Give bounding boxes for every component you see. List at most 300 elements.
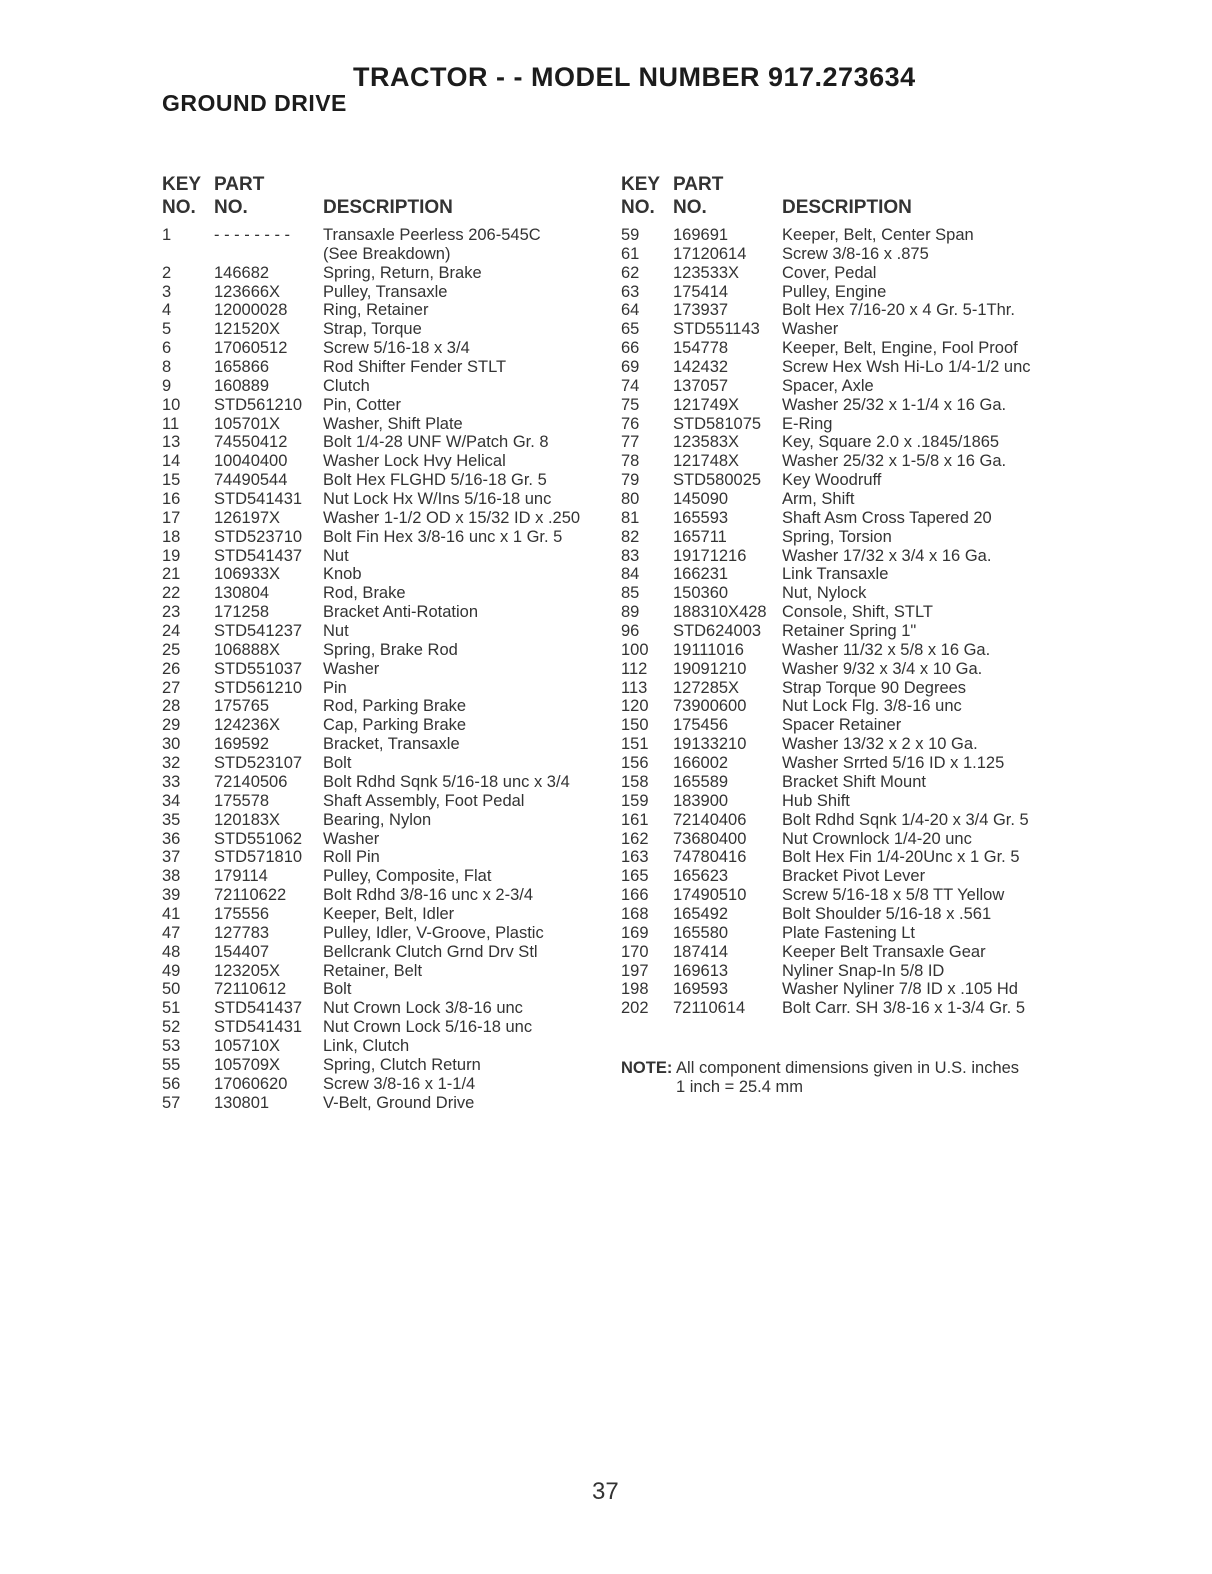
part-number: 160889: [214, 376, 270, 395]
key-number: 52: [162, 1018, 181, 1037]
part-description: Spring, Clutch Return: [323, 1055, 481, 1074]
key-number: 33: [162, 772, 181, 791]
key-number: 202: [621, 999, 649, 1018]
part-number: 127285X: [673, 678, 740, 697]
table-row: [162, 264, 602, 283]
part-number: 106933X: [214, 565, 281, 584]
key-number: 13: [162, 433, 181, 452]
table-row: [162, 603, 602, 622]
key-number: 17: [162, 508, 181, 527]
key-number: 30: [162, 735, 181, 754]
part-description: Spacer, Axle: [782, 376, 874, 395]
table-row: [621, 301, 1061, 320]
key-number: 36: [162, 829, 181, 848]
table-row: [621, 811, 1061, 830]
part-description: Spring, Brake Rod: [323, 640, 458, 659]
description-header: DESCRIPTION: [782, 197, 912, 218]
key-number: 2: [162, 263, 172, 282]
part-description: Link, Clutch: [323, 1036, 410, 1055]
part-description: Washer: [782, 320, 839, 339]
table-row: [162, 377, 602, 396]
part-number: 74780416: [673, 848, 747, 867]
part-description: Nut: [323, 546, 349, 565]
part-number: 19171216: [673, 546, 747, 565]
table-row: [162, 660, 602, 679]
table-row: [162, 471, 602, 490]
key-number: 6: [162, 339, 172, 358]
part-description: Nut, Nylock: [782, 584, 867, 603]
key-number: 51: [162, 999, 181, 1018]
key-number: 62: [621, 263, 640, 282]
table-row: [162, 1075, 602, 1094]
key-number: 61: [621, 244, 640, 263]
part-number: STD551143: [673, 320, 760, 339]
part-description: Bolt: [323, 754, 352, 773]
part-number: 72110612: [214, 980, 287, 999]
table-row: [162, 565, 602, 584]
table-row: [621, 358, 1061, 377]
part-description: Nut Lock Hx W/Ins 5/16-18 unc: [323, 490, 552, 509]
table-row: [162, 584, 602, 603]
table-row: [162, 943, 602, 962]
table-row: [621, 415, 1061, 434]
part-description: Washer 11/32 x 5/8 x 16 Ga.: [782, 640, 991, 659]
page-number: 37: [592, 1478, 619, 1505]
key-number: 83: [621, 546, 640, 565]
part-description: Bolt Rdhd 3/8-16 unc x 2-3/4: [323, 886, 534, 905]
part-number: 72140406: [673, 810, 747, 829]
part-number: STD541431: [214, 1018, 303, 1037]
key-number: 77: [621, 433, 640, 452]
part-number: 165589: [673, 772, 729, 791]
part-number: STD541431: [214, 490, 303, 509]
part-description: Retainer, Belt: [323, 961, 423, 980]
key-number: 198: [621, 980, 649, 999]
part-description: Washer: [323, 659, 380, 678]
key-number: 39: [162, 886, 181, 905]
table-row: [621, 830, 1061, 849]
table-row: [621, 452, 1061, 471]
part-number: 123666X: [214, 282, 281, 301]
part-number: STD541237: [214, 622, 303, 641]
key-number: 9: [162, 376, 172, 395]
part-description: Keeper Belt Transaxle Gear: [782, 942, 986, 961]
part-number: 17120614: [673, 244, 747, 263]
part-number: 165711: [673, 527, 727, 546]
key-number: 150: [621, 716, 649, 735]
key-number: 22: [162, 584, 181, 603]
part-number: 123205X: [214, 961, 281, 980]
table-row: [621, 716, 1061, 735]
table-row: [621, 980, 1061, 999]
part-description: (See Breakdown): [323, 244, 451, 263]
table-row: [621, 528, 1061, 547]
part-description: Spacer Retainer: [782, 716, 902, 735]
key-header-line2: NO.: [621, 197, 655, 218]
part-number: STD571810: [214, 848, 303, 867]
key-number: 23: [162, 603, 181, 622]
part-number: 73900600: [673, 697, 747, 716]
part-number: STD561210: [214, 678, 303, 697]
table-row: [621, 773, 1061, 792]
key-number: 26: [162, 659, 181, 678]
part-description: Pulley, Idler, V-Groove, Plastic: [323, 923, 544, 942]
key-number: 81: [621, 508, 640, 527]
table-row: [162, 886, 602, 905]
table-row: [162, 1037, 602, 1056]
part-number: STD541437: [214, 546, 303, 565]
part-description: Key Woodruff: [782, 471, 882, 490]
part-number: STD551037: [214, 659, 303, 678]
key-number: 84: [621, 565, 640, 584]
key-header-line1: KEY: [162, 174, 202, 195]
table-row: [162, 905, 602, 924]
part-number: 72110622: [214, 886, 287, 905]
description-header: DESCRIPTION: [323, 197, 453, 218]
table-row: [621, 792, 1061, 811]
part-number: 169592: [214, 735, 270, 754]
table-row: [162, 716, 602, 735]
part-description: Key, Square 2.0 x .1845/1865: [782, 433, 1000, 452]
part-number: 130804: [214, 584, 270, 603]
table-row: [162, 415, 602, 434]
table-row: [162, 924, 602, 943]
key-number: 57: [162, 1093, 181, 1112]
part-number: 74550412: [214, 433, 288, 452]
part-number: 183900: [673, 791, 729, 810]
part-number: 17060512: [214, 339, 288, 358]
part-description: Pulley, Engine: [782, 282, 887, 301]
part-number: 169691: [673, 226, 729, 244]
part-description: Bolt Hex 7/16-20 x 4 Gr. 5-1Thr.: [782, 301, 1015, 320]
part-number: 169593: [673, 980, 729, 999]
table-row: [162, 1094, 602, 1113]
table-row: [621, 245, 1061, 264]
table-row: [621, 697, 1061, 716]
key-number: 56: [162, 1074, 181, 1093]
key-number: 100: [621, 640, 649, 659]
part-number: 165623: [673, 867, 729, 886]
part-number: 19111016: [673, 640, 744, 659]
part-description: Nut Crown Lock 5/16-18 unc: [323, 1018, 533, 1037]
table-row: [621, 377, 1061, 396]
table-row: [162, 320, 602, 339]
key-number: 48: [162, 942, 181, 961]
key-number: 59: [621, 226, 640, 244]
part-number: 123533X: [673, 263, 740, 282]
table-row: [162, 1056, 602, 1075]
table-row: [162, 509, 602, 528]
part-description: Link Transaxle: [782, 565, 889, 584]
key-number: 10: [162, 395, 181, 414]
table-row: [162, 547, 602, 566]
part-description: Bracket, Transaxle: [323, 735, 460, 754]
key-number: 66: [621, 339, 640, 358]
key-number: 16: [162, 490, 181, 509]
key-number: 28: [162, 697, 181, 716]
part-number: 121520X: [214, 320, 281, 339]
part-description: E-Ring: [782, 414, 833, 433]
part-number: 105710X: [214, 1036, 281, 1055]
part-description: Pin: [323, 678, 347, 697]
part-number: STD581075: [673, 414, 762, 433]
part-description: Transaxle Peerless 206-545C: [323, 226, 541, 244]
table-row: [162, 980, 602, 999]
part-description: Bolt Hex FLGHD 5/16-18 Gr. 5: [323, 471, 547, 490]
part-description: Spring, Torsion: [782, 527, 892, 546]
part-number: 146682: [214, 263, 270, 282]
key-number: 64: [621, 301, 640, 320]
key-header-line1: KEY: [621, 174, 661, 195]
part-number: 124236X: [214, 716, 281, 735]
part-number: 171258: [214, 603, 270, 622]
key-number: 8: [162, 358, 172, 377]
part-number: 72140506: [214, 772, 288, 791]
part-number: 19091210: [673, 659, 747, 678]
part-number: 123583X: [673, 433, 740, 452]
part-description: Strap, Torque: [323, 320, 422, 339]
part-number: 73680400: [673, 829, 747, 848]
part-description: Retainer Spring 1": [782, 622, 917, 641]
key-number: 25: [162, 640, 181, 659]
key-number: 50: [162, 980, 181, 999]
key-number: 35: [162, 810, 181, 829]
key-number: 113: [621, 678, 648, 697]
table-row: [621, 320, 1061, 339]
part-description: Bolt Rdhd Sqnk 1/4-20 x 3/4 Gr. 5: [782, 810, 1029, 829]
part-number: 179114: [214, 867, 268, 886]
key-number: 74: [621, 376, 640, 395]
part-number: 173937: [673, 301, 729, 320]
part-number: 137057: [673, 376, 729, 395]
part-description: Rod, Parking Brake: [323, 697, 467, 716]
part-description: Knob: [323, 565, 362, 584]
key-number: 29: [162, 716, 181, 735]
key-number: 69: [621, 358, 640, 377]
table-row: [162, 396, 602, 415]
part-description: Strap Torque 90 Degrees: [782, 678, 967, 697]
table-row: [621, 584, 1061, 603]
part-number: STD580025: [673, 471, 762, 490]
key-number: 21: [162, 565, 181, 584]
key-number: 197: [621, 961, 649, 980]
key-number: 79: [621, 471, 640, 490]
table-row: [162, 528, 602, 547]
key-number: 41: [162, 904, 181, 923]
part-number: 106888X: [214, 640, 281, 659]
key-number: 65: [621, 320, 640, 339]
key-number: 75: [621, 395, 640, 414]
table-row: [621, 509, 1061, 528]
part-description: Hub Shift: [782, 791, 850, 810]
table-row: [162, 811, 602, 830]
part-description: Screw 5/16-18 x 5/8 TT Yellow: [782, 886, 1005, 905]
part-description: Plate Fastening Lt: [782, 923, 915, 942]
key-header-line2: NO.: [162, 197, 196, 218]
part-description: V-Belt, Ground Drive: [323, 1093, 475, 1112]
table-row: [162, 490, 602, 509]
key-number: 14: [162, 452, 181, 471]
part-description: Screw 5/16-18 x 3/4: [323, 339, 470, 358]
part-description: Washer Nyliner 7/8 ID x .105 Hd: [782, 980, 1018, 999]
key-number: 53: [162, 1036, 181, 1055]
part-number: 169613: [673, 961, 729, 980]
table-row: [162, 339, 602, 358]
part-description: Washer 9/32 x 3/4 x 10 Ga.: [782, 659, 983, 678]
part-description: Nut Crown Lock 3/8-16 unc: [323, 999, 523, 1018]
table-row: [621, 754, 1061, 773]
table-row: [162, 999, 602, 1018]
parts-list-left: [162, 226, 602, 1112]
note-line1: All component dimensions given in U.S. inches: [676, 1059, 1020, 1077]
part-description: Bolt Hex Fin 1/4-20Unc x 1 Gr. 5: [782, 848, 1020, 867]
key-number: 78: [621, 452, 640, 471]
part-description: Rod Shifter Fender STLT: [323, 358, 507, 377]
table-row: [162, 867, 602, 886]
key-number: 3: [162, 282, 172, 301]
part-number: 175765: [214, 697, 270, 716]
table-row: [162, 679, 602, 698]
table-row: [162, 641, 602, 660]
key-number: 63: [621, 282, 640, 301]
part-description: Bolt Fin Hex 3/8-16 unc x 1 Gr. 5: [323, 527, 563, 546]
table-row: [621, 622, 1061, 641]
key-number: 1: [162, 226, 172, 244]
key-number: 11: [162, 414, 180, 433]
table-row: [162, 830, 602, 849]
part-description: Bolt Shoulder 5/16-18 x .561: [782, 904, 992, 923]
key-number: 5: [162, 320, 172, 339]
table-row: [162, 622, 602, 641]
part-number: 165580: [673, 923, 729, 942]
table-row: [621, 962, 1061, 981]
key-number: 82: [621, 527, 640, 546]
table-row: [621, 490, 1061, 509]
part-number: STD523710: [214, 527, 303, 546]
part-number: 120183X: [214, 810, 281, 829]
table-row: [162, 433, 602, 452]
table-row: [621, 886, 1061, 905]
part-number: 175414: [673, 282, 729, 301]
part-number: 72110614: [673, 999, 746, 1018]
table-row: [621, 283, 1061, 302]
table-row: [621, 848, 1061, 867]
key-number: 112: [621, 659, 648, 678]
part-number: 165593: [673, 508, 729, 527]
part-description: Washer 1-1/2 OD x 15/32 ID x .250: [323, 508, 581, 527]
table-row: [162, 792, 602, 811]
table-row: [621, 679, 1061, 698]
part-description: Nut: [323, 622, 349, 641]
part-description: Bracket Pivot Lever: [782, 867, 926, 886]
part-number: 17060620: [214, 1074, 288, 1093]
part-description: Spring, Return, Brake: [323, 263, 482, 282]
part-number: 12000028: [214, 301, 288, 320]
part-number: 150360: [673, 584, 729, 603]
part-number: 127783: [214, 923, 270, 942]
key-number: 80: [621, 490, 640, 509]
part-header-line2: NO.: [673, 197, 707, 218]
table-header: [162, 174, 602, 226]
key-number: 165: [621, 867, 649, 886]
part-number: 105709X: [214, 1055, 281, 1074]
table-row: [162, 245, 602, 264]
part-description: Shaft Assembly, Foot Pedal: [323, 791, 525, 810]
key-number: 32: [162, 754, 181, 773]
table-row: [162, 697, 602, 716]
part-number: STD541437: [214, 999, 303, 1018]
parts-list-right: [621, 226, 1061, 1018]
part-description: Shaft Asm Cross Tapered 20: [782, 508, 992, 527]
part-number: 175556: [214, 904, 270, 923]
table-row: [162, 1018, 602, 1037]
part-description: Pin, Cotter: [323, 395, 401, 414]
part-description: Ring, Retainer: [323, 301, 429, 320]
key-number: 168: [621, 904, 649, 923]
key-number: 18: [162, 527, 181, 546]
key-number: 161: [621, 810, 649, 829]
key-number: 4: [162, 301, 172, 320]
table-row: [162, 226, 602, 245]
key-number: 156: [621, 754, 649, 773]
table-row: [621, 396, 1061, 415]
key-number: 162: [621, 829, 649, 848]
table-row: [621, 565, 1061, 584]
part-number: STD551062: [214, 829, 303, 848]
table-row: [162, 735, 602, 754]
part-description: Washer Srrted 5/16 ID x 1.125: [782, 754, 1005, 773]
part-description: Keeper, Belt, Engine, Fool Proof: [782, 339, 1018, 358]
part-description: Pulley, Composite, Flat: [323, 867, 492, 886]
part-header-line1: PART: [214, 174, 265, 195]
part-description: Bolt 1/4-28 UNF W/Patch Gr. 8: [323, 433, 549, 452]
table-row: [621, 471, 1061, 490]
part-description: Nut Lock Flg. 3/8-16 unc: [782, 697, 962, 716]
part-description: Bolt Rdhd Sqnk 5/16-18 unc x 3/4: [323, 772, 570, 791]
key-number: 151: [621, 735, 649, 754]
part-description: Bolt: [323, 980, 352, 999]
key-number: 163: [621, 848, 649, 867]
part-number: 154778: [673, 339, 729, 358]
table-row: [621, 433, 1061, 452]
key-number: 96: [621, 622, 640, 641]
part-header-line2: NO.: [214, 197, 248, 218]
part-description: Bellcrank Clutch Grnd Drv Stl: [323, 942, 538, 961]
part-description: Washer Lock Hvy Helical: [323, 452, 506, 471]
part-number: 166002: [673, 754, 729, 773]
note-line2: 1 inch = 25.4 mm: [676, 1078, 804, 1096]
part-number: 126197X: [214, 508, 281, 527]
part-description: Keeper, Belt, Center Span: [782, 226, 974, 244]
part-description: Bearing, Nylon: [323, 810, 432, 829]
part-number: STD561210: [214, 395, 303, 414]
part-header-line1: PART: [673, 174, 724, 195]
part-number: 187414: [673, 942, 729, 961]
part-number: 175578: [214, 791, 270, 810]
key-number: 120: [621, 697, 649, 716]
part-description: Cap, Parking Brake: [323, 716, 467, 735]
part-number: 188310X428: [673, 603, 767, 622]
part-number: 154407: [214, 942, 270, 961]
table-row: [621, 547, 1061, 566]
key-number: 55: [162, 1055, 181, 1074]
parts-table-right: [621, 174, 1061, 1018]
key-number: 47: [162, 923, 181, 942]
table-row: [621, 660, 1061, 679]
part-description: Cover, Pedal: [782, 263, 877, 282]
part-description: Washer 25/32 x 1-1/4 x 16 Ga.: [782, 395, 1007, 414]
part-number: 130801: [214, 1093, 270, 1112]
